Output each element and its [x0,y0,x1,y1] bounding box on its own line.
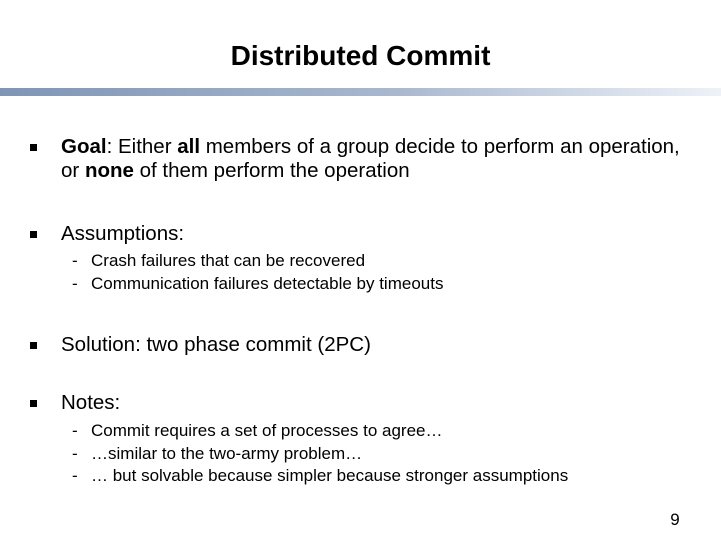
bullet-solution-text: Solution: two phase commit (2PC) [61,333,371,356]
sub-item [72,465,712,488]
sub-item [72,250,712,273]
goal-text-3: of them perform the operation [133,159,410,182]
dash-bullet-icon: - [72,421,78,440]
goal-none-emphasis: none [84,159,134,182]
sub-item-text: Crash failures that can be recovered [91,251,366,270]
sub-item-text: … but solvable because simpler because stronger assumptions [91,466,569,485]
sub-item-text: …similar to the two-army problem… [91,443,363,463]
notes-sub-list [72,420,712,488]
title-underline-bar [0,88,721,96]
assumptions-sub-list [72,250,712,295]
dash-bullet-icon: - [72,443,78,463]
sub-item-text: Communication failures detectable by timeouts [91,273,444,293]
bullet-goal-text [61,135,701,183]
sub-item [72,443,712,466]
dash-bullet-icon: - [72,273,78,293]
bullet-notes-text: Notes: [61,391,121,414]
goal-label: Goal [61,135,107,158]
sub-item [72,273,712,296]
square-bullet-icon [30,342,38,350]
square-bullet-icon [30,400,38,408]
goal-all-emphasis: all [177,135,201,158]
slide-title: Distributed Commit [230,40,491,71]
square-bullet-icon [30,144,38,152]
sub-item-text: Commit requires a set of processes to agree… [91,421,443,440]
page-number: 9 [670,510,680,529]
goal-text-2: members of a group decide to perform an operation, or [61,135,680,182]
square-bullet-icon [30,231,38,239]
bullet-assumptions-text: Assumptions: [61,222,185,245]
sub-item [72,420,712,443]
goal-text-1: : Either [106,135,178,158]
dash-bullet-icon: - [72,466,78,485]
dash-bullet-icon: - [72,251,78,270]
